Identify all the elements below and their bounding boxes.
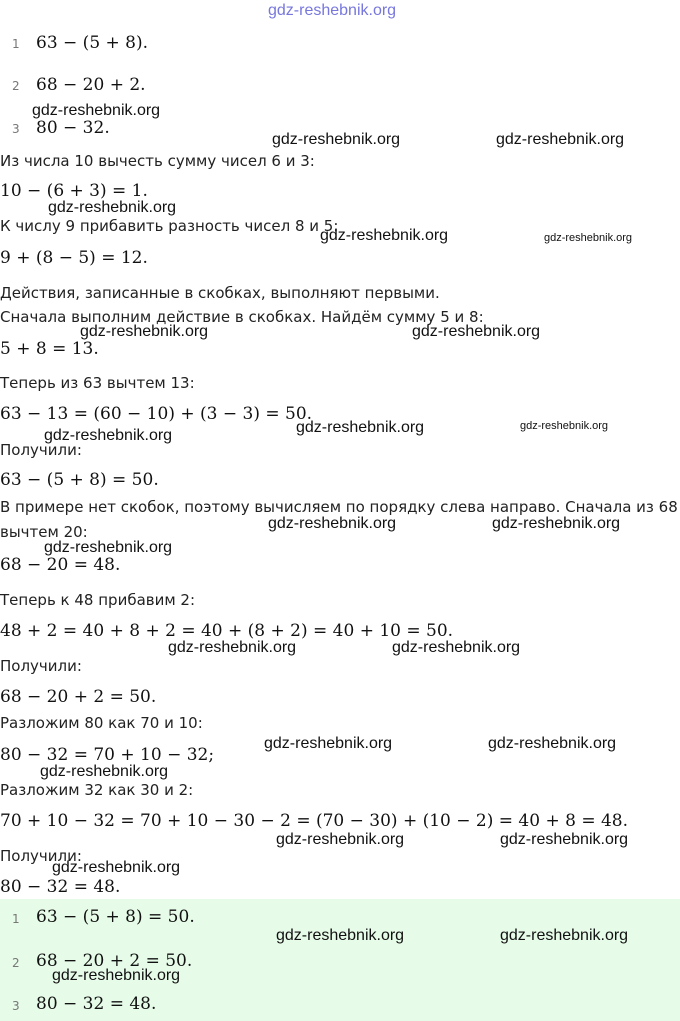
- solution-text: Теперь из 63 вычтем 13:: [0, 374, 195, 392]
- task-number-3: 3: [12, 122, 20, 136]
- watermark: gdz-reshebnik.org: [52, 859, 181, 876]
- watermark: gdz-reshebnik.org: [500, 927, 629, 944]
- task-number-2: 2: [12, 79, 20, 93]
- watermark: gdz-reshebnik.org: [500, 831, 629, 848]
- watermark: gdz-reshebnik.org: [488, 735, 617, 752]
- watermark: gdz-reshebnik.org: [40, 763, 169, 780]
- solution-text: Разложим 32 как 30 и 2:: [0, 781, 194, 799]
- watermark: gdz-reshebnik.org: [80, 323, 209, 340]
- task-expression-1: 63 − (5 + 8).: [36, 33, 149, 53]
- watermark: gdz-reshebnik.org: [296, 419, 425, 436]
- solution-math: 10 − (6 + 3) = 1.: [0, 181, 148, 201]
- solution-math: 63 − 13 = (60 − 10) + (3 − 3) = 50.: [0, 404, 313, 424]
- answer-number-3: 3: [12, 999, 20, 1013]
- solution-text: К числу 9 прибавить разность чисел 8 и 5:: [0, 217, 339, 235]
- solution-text: Теперь к 48 прибавим 2:: [0, 591, 196, 609]
- solution-math: 68 − 20 = 48.: [0, 555, 121, 575]
- solution-math: 9 + (8 − 5) = 12.: [0, 248, 148, 268]
- watermark: gdz-reshebnik.org: [492, 515, 621, 532]
- solution-text: вычтем 20:: [0, 523, 88, 541]
- watermark: gdz-reshebnik.org: [44, 427, 173, 444]
- watermark: gdz-reshebnik.org: [412, 323, 541, 340]
- solution-text: Получили:: [0, 441, 82, 459]
- solution-math: 5 + 8 = 13.: [0, 339, 99, 359]
- watermark: gdz-reshebnik.org: [52, 967, 181, 984]
- watermark: gdz-reshebnik.org: [272, 131, 401, 148]
- solution-text: В примере нет скобок, поэтому вычисляем по порядку слева направо. Сначала из 68: [0, 498, 678, 516]
- solution-text: Действия, записанные в скобках, выполняют первыми.: [0, 284, 440, 302]
- watermark: gdz-reshebnik.org: [320, 227, 449, 244]
- task-expression-2: 68 − 20 + 2.: [36, 75, 146, 95]
- header-watermark: gdz-reshebnik.org: [268, 2, 397, 19]
- solution-math: 80 − 32 = 48.: [0, 877, 121, 897]
- watermark: gdz-reshebnik.org: [48, 199, 177, 216]
- watermark: gdz-reshebnik.org: [264, 735, 393, 752]
- solution-math: 70 + 10 − 32 = 70 + 10 − 30 − 2 = (70 − 30) + (10 − 2) = 40 + 8 = 48.: [0, 811, 629, 831]
- answer-expression-3: 80 − 32 = 48.: [36, 994, 157, 1014]
- solution-math: 63 − (5 + 8) = 50.: [0, 470, 159, 490]
- task-expression-3: 80 − 32.: [36, 118, 110, 138]
- answer-expression-2: 68 − 20 + 2 = 50.: [36, 951, 193, 971]
- solution-text: Получили:: [0, 657, 82, 675]
- watermark: gdz-reshebnik.org: [44, 539, 173, 556]
- watermark: gdz-reshebnik.org: [276, 831, 405, 848]
- watermark: gdz-reshebnik.org: [496, 131, 625, 148]
- watermark: gdz-reshebnik.org: [32, 102, 161, 119]
- watermark: gdz-reshebnik.org: [544, 232, 633, 244]
- answer-number-2: 2: [12, 956, 20, 970]
- solution-text: Сначала выполним действие в скобках. Найдём сумму 5 и 8:: [0, 308, 484, 326]
- solution-text: Из числа 10 вычесть сумму чисел 6 и 3:: [0, 152, 315, 170]
- watermark: gdz-reshebnik.org: [276, 927, 405, 944]
- task-number-1: 1: [12, 37, 20, 51]
- solution-text: Получили:: [0, 847, 82, 865]
- watermark: gdz-reshebnik.org: [168, 639, 297, 656]
- solution-math: 80 − 32 = 70 + 10 − 32;: [0, 745, 215, 765]
- answer-number-1: 1: [12, 912, 20, 926]
- answer-expression-1: 63 − (5 + 8) = 50.: [36, 907, 195, 927]
- solution-math: 68 − 20 + 2 = 50.: [0, 687, 157, 707]
- solution-math: 48 + 2 = 40 + 8 + 2 = 40 + (8 + 2) = 40 + 10 = 50.: [0, 621, 454, 641]
- solution-text: Разложим 80 как 70 и 10:: [0, 714, 203, 732]
- watermark: gdz-reshebnik.org: [392, 639, 521, 656]
- watermark: gdz-reshebnik.org: [268, 515, 397, 532]
- watermark: gdz-reshebnik.org: [520, 420, 609, 432]
